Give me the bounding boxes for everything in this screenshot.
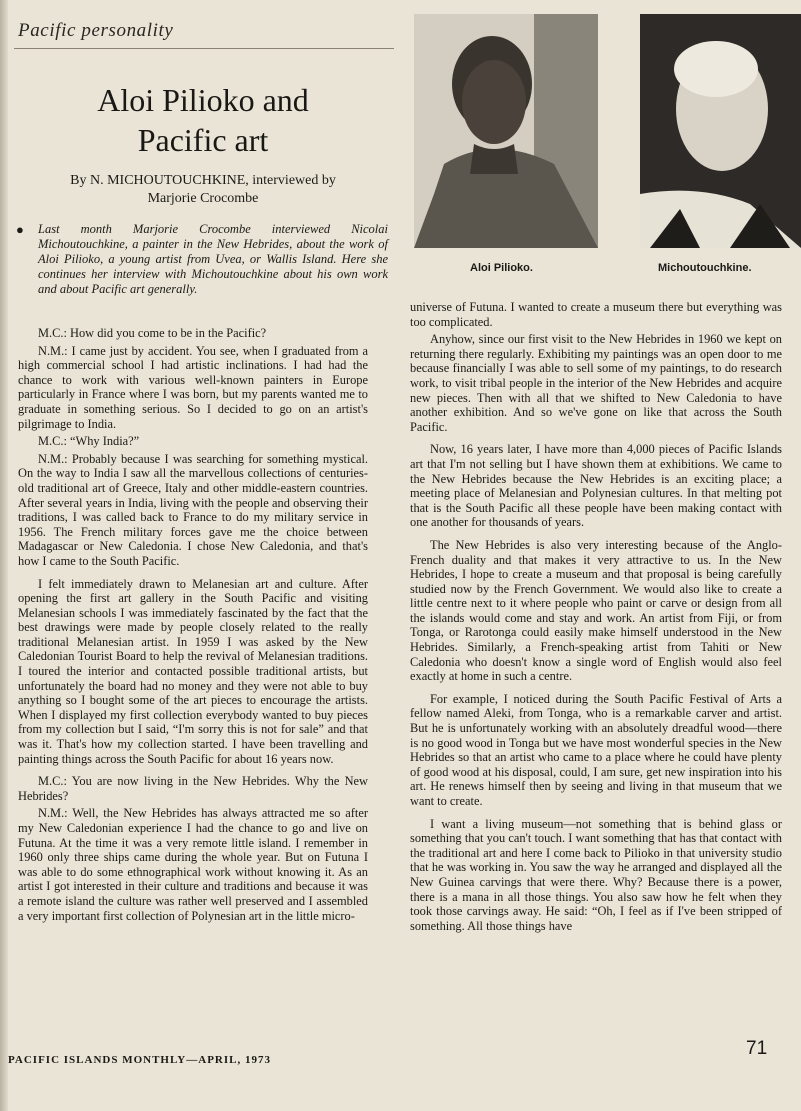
article-headline xyxy=(18,80,388,160)
left-paragraph: M.C.: “Why India?” xyxy=(38,434,140,449)
left-paragraph: N.M.: Probably because I was searching for something mystical. On the way to India I saw all the marvellous collections of centuries-old traditional art of Greece, Italy and other middle-eastern countries. After several years in India, living with the people and observing their traditions, I was called back to France to do my military service in 1956. The French military forces gave me the choice between Madagascar or New Caledonia. I chose New Caledonia, and that's how I came to the South Pacific. xyxy=(18,451,368,568)
caption-aloi-pilioko: Aloi Pilioko. xyxy=(470,262,533,274)
intro-paragraph xyxy=(18,222,388,297)
left-paragraph: N.M.: I came just by accident. You see, when I graduated from a high commercial school I had artistic inclinations. I had had the chance to work with various well-known painters in Europe particularly in France where I was born, but my parents wanted me to graduate in something serious. So I decided to go on an artist's pilgrimage to India. xyxy=(18,343,368,431)
byline xyxy=(18,172,388,208)
right-paragraph: Now, 16 years later, I have more than 4,000 pieces of Pacific Islands art that I'm not selling but I have shown them at exhibitions. We came to the New Hebrides because the New Hebrides is an exciting place; a meeting place of Melanesian and Polynesian cultures. In that melting pot that is the South Pacific all these people have been making contact with one another for thousands of years. xyxy=(410,442,782,530)
left-paragraph: M.C.: You are now living in the New Hebrides. Why the New Hebrides? xyxy=(18,774,368,803)
caption-michoutouchkine: Michoutouchkine. xyxy=(658,262,752,274)
page-number: 71 xyxy=(746,1038,768,1059)
photo-michoutouchkine xyxy=(640,14,801,248)
page-spine-shadow xyxy=(0,0,8,1111)
left-paragraph: M.C.: How did you come to be in the Pacific? xyxy=(38,326,267,340)
left-paragraph: N.M.: Well, the New Hebrides has always attracted me so after my New Caledonian experience I had the chance to go and live on Futuna. At the time it was a very remote little island. I remember in 1960 only three ships came during the whole year. But on Futuna I was able to do some ethnographical work without knowing it. As an artist I got interested in their culture and traditions and because it was a remote island the culture was rather well preserved and I assembled a very important first collection of Polynesian art in the little micro- xyxy=(18,806,368,923)
bullet-icon: ● xyxy=(16,222,24,237)
photo-aloi-pilioko xyxy=(414,14,598,248)
right-paragraph: For example, I noticed during the South Pacific Festival of Arts a fellow named Aleki, from Tonga, who is a remarkable carver and artist. But he is unfortunately working with an absolutely dreadful wood—there is no good wood in Tonga but we have most wonderful species in the New Hebrides so that an artist who came to a place where he could have plenty of good wood at his disposal, could, I am sure, get new inspiration into his art. He renews himself then by seeing and living in that museum that we want to create. xyxy=(410,691,782,808)
left-paragraph: I felt immediately drawn to Melanesian art and culture. After opening the first art gallery in the South Pacific and visiting Melanesian schools I was immediately fascinated by the fact that the best drawings were made by people closely related to the really traditional Melanesian artist. In 1959 I was asked by the New Caledonian Tourist Board to help the revival of Melanesian traditions. I toured the interior and contacted possible traditional artists, but unfortunately the board had no money and they were not able to buy anything so I bought some of the art pieces to encourage the artists. When I displayed my first collection everybody wanted to buy pieces from my collection but I said, “I'm sorry this is not for sale” and that was it. That's how my collection started. I have been travelling and painting things across the South Pacific for about 16 years now. xyxy=(18,576,368,766)
headline-line-2: Pacific art xyxy=(137,122,269,158)
intro-text: Last month Marjorie Crocombe interviewed Nicolai Michoutouchkine, a painter in the New Hebrides, about the work of Aloi Pilioko, a young artist from Uvea, or Wallis Island. Here she continues her interview with Michoutouchkine about his own work and about Pacific art generally. xyxy=(38,222,388,296)
right-paragraph: I want a living museum—not something that is behind glass or something that you can't touch. I want something that has that contact with the traditional art and here I come back to Pilioko in that university studio that he was working in. You saw the way he arranged and displayed all the New Guinea carvings that were there. Why? Because there is a power, there is a mana in all those things. You also saw how he felt when they took those carvings away. He said: “Oh, I feel as if I've been stripped of something. All those things have xyxy=(410,816,782,933)
headline-line-1: Aloi Pilioko and xyxy=(97,82,309,118)
section-rule xyxy=(14,48,394,49)
left-column xyxy=(18,326,368,1026)
byline-line-1: By N. MICHOUTOUCHKINE, interviewed by xyxy=(70,173,336,188)
right-column xyxy=(410,300,782,1032)
right-paragraph: Anyhow, since our first visit to the New Hebrides in 1960 we kept on returning there regularly. Exhibiting my paintings was an open door to me because financially I was able to sell some of my paintings, to do research work, to visit tribal people in the interior of the New Hebrides and acquire new pieces. Then with all that we shifted to New Caledonia to have another exhibition. And so we've gone on like that across the South Pacific. xyxy=(410,332,782,434)
section-label: Pacific personality xyxy=(18,20,174,41)
byline-line-2: Marjorie Crocombe xyxy=(147,191,259,206)
right-paragraph: The New Hebrides is also very interesting because of the Anglo-French duality and that makes it very attractive to us. In the New Hebrides, I hope to create a museum and that proposal is being carefully studied now by the French Government. We would also like to create a little centre next to it where people who paint or carve or design from all the islands would come and stay and work. An artist from Fiji, or from Tonga, or Rarotonga could easily make himself understood in the New Hebrides. Similarly, a French-speaking artist from Tahiti or New Caledonia who doesn't know a single word of English would also feel exactly at home in such a centre. xyxy=(410,537,782,684)
right-paragraph: universe of Futuna. I wanted to create a museum there but everything was too complicated. xyxy=(410,300,782,329)
magazine-footer: PACIFIC ISLANDS MONTHLY—APRIL, 1973 xyxy=(8,1054,271,1066)
